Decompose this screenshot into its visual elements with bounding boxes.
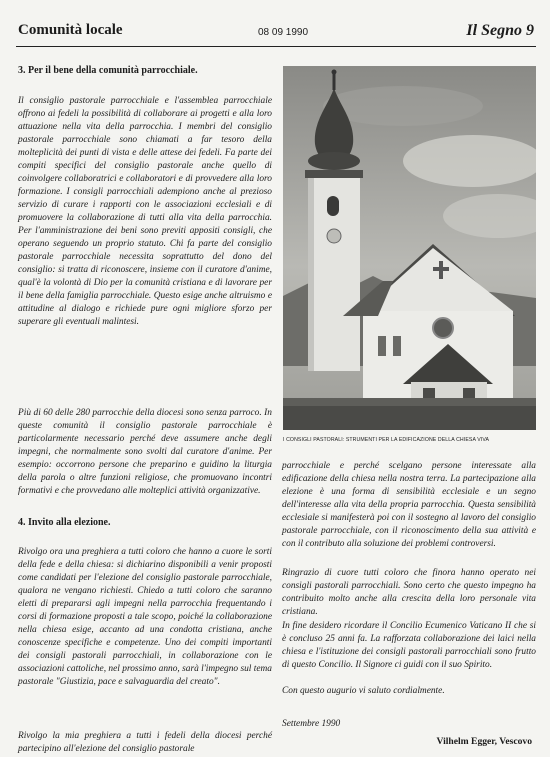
right-column-paragraph-1: parrocchiale e perché scelgano persone interessate alla edificazione della chiesa nella nostra terra. La partecipazione alla elezione è una forma di sensibilità ecclesiale e un segno dell'interesse alla vita della propria parrocchia. Questa sensibilità ecclesiale si manifesterà poi con il sostegno al lavoro del consiglio pastorale parrocchiale, con il riconoscimento della sua attività e con il contributo alla soluzione dei problemi controversi.: [282, 461, 536, 549]
issue-date: 08 09 1990: [258, 27, 309, 38]
right-column-paragraph-2: Ringrazio di cuore tutti coloro che finora hanno operato nei consigli pastorali parrocchiali. Sono certo che questo impegno ha contribuito molto anche alla crescita della loro personale vita cristiana.: [282, 568, 536, 617]
signature: Vilhelm Egger, Vescovo: [436, 736, 532, 747]
church-illustration: [283, 66, 536, 430]
letter-date: Settembre 1990: [282, 719, 341, 729]
right-column-paragraph-4: Con questo augurio vi saluto cordialmente.: [282, 686, 445, 696]
header-divider: [16, 46, 536, 47]
right-column-paragraph-3: In fine desidero ricordare il Concilio Ecumenico Vaticano II che si è concluso 25 anni fa. La rafforzata collaborazione dei laici nella chiesa e l'istituzione dei consigli pastorali parrocchiali sono frutto di questo Concilio. Il Signore ci guidi con il suo Spirito.: [282, 621, 536, 670]
publication-title: Il Segno 9: [466, 22, 534, 39]
page-header: [0, 0, 550, 46]
section-3-paragraph-1: Il consiglio pastorale parrocchiale e l'assemblea parrocchiale offrono ai fedeli la possibilità di collaborare ai progetti e alla loro attuazione nella vita della parrocchia. I membri del consiglio pastorale parrocchiale sono chiamati a far tesoro della molteplicità dei punti di vista e delle attese dei fedeli. Fa parte dei compiti specifici del consiglio pastorale anche quello di coinvolgere collaboratrici e collaboratori e di provvedere alla loro formazione. I consigli parrocchiali adempiono anche al prezioso servizio di curare i rapporti con le associazioni ecclesiali e di promuovere la collaborazione di tutti alla vita della parrocchia. Per l'amministrazione dei beni sono previti appositi consigli, che operano seguendo un proprio statuto. Chi fa parte del consiglio pastorale parrocchiale necessita soprattutto del dono del consiglio: si tratta di riconoscere, insieme con il curatore d'anime, qual'è la volontà di Dio per la comunità cristiana e di lavorare per il bene della famiglia parrocchiale. Questo esige anche altruismo e attitudine al dialogo e richiede pure ogni migliore sforzo per superare gli eventuali malintesi.: [18, 96, 272, 327]
photo-caption: I CONSIGLI PASTORALI: STRUMENTI PER LA EDIFICAZIONE DELLA CHIESA VIVA: [283, 437, 490, 443]
section-4-paragraph-1: Rivolgo ora una preghiera a tutti coloro che hanno a cuore le sorti della fede e della chiesa: si dichiarino disponibili a venir proposti come candidati per l'elezione del consiglio pastorale parrocchiale, qualora ne vengano richiesti. Chiedo a tutti coloro che saranno eletti di prepararsi agli impegni nella parrocchia frequentando i corsi di formazione proposti a tale scopo, poiché la collaborazione nella chiesa esige, accanto ad una condotta cristiana, anche conoscenze specifiche e competenze. Uno dei compiti importanti dei consigli pastorali parrocchiali, in collaborazione con le associazioni cattoliche, nel prossimo anno, sarà l'impegno sul tema pastorale "Giustizia, pace e salvaguardia del creato".: [18, 547, 272, 687]
section-heading: Comunità locale: [18, 22, 123, 38]
section-3-paragraph-2: Più di 60 delle 280 parrocchie della diocesi sono senza parroco. In queste comunità il consiglio pastorale parrocchiale è particolarmente necessario perché deve assumere anche degli impegni, che normalmente sono svolti dal curatore d'anime. Per esempio: occorrono persone che preparino e guidino la liturgia della parola o altre funzioni religiose, che promuovano incontri formativi e che provvedano alle molteplici attività organizzative.: [18, 408, 272, 496]
section-4-title: 4. Invito alla elezione.: [18, 517, 111, 528]
section-4-paragraph-2: Rivolgo la mia preghiera a tutti i fedeli della diocesi perché partecipino all'elezione del consiglio pastorale: [18, 731, 272, 754]
section-3-title: 3. Per il bene della comunità parrocchiale.: [18, 65, 198, 76]
church-photo: [283, 66, 536, 430]
